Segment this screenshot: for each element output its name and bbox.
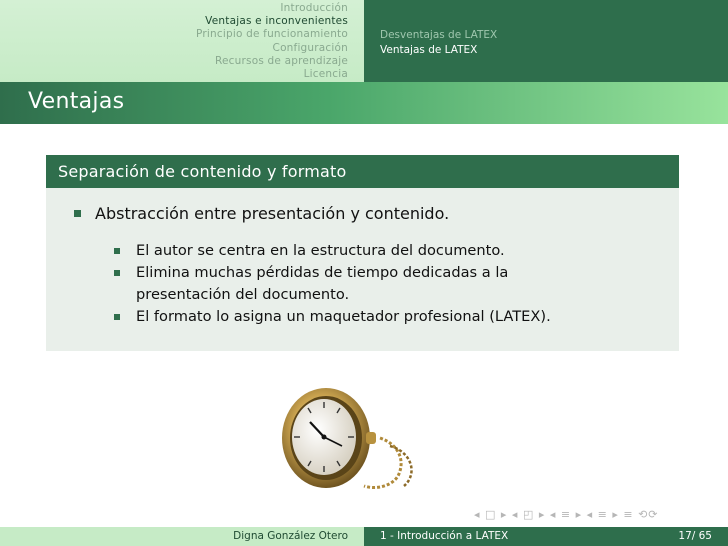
footer-author-panel [0,527,364,546]
nav-section-ventajas[interactable]: Ventajas e inconvenientes [205,15,348,28]
square-bullet-icon [114,248,120,254]
nav-section-recursos[interactable]: Recursos de aprendizaje [215,54,348,67]
beamer-navigation-controls[interactable]: ◂ □ ▸ ◂ ◰ ▸ ◂ ≡ ▸ ◂ ≡ ▸ ≡ ⟲⟳ [474,508,659,521]
sub-bullet-text: Elimina muchas pérdidas de tiempo dedicadas a la presentación del documento. [136,264,509,303]
content-block [46,155,679,351]
main-bullet-text: Abstracción entre presentación y contenido. [95,204,450,223]
nav-section-introduccion[interactable]: Introducción [280,2,348,14]
nav-section-configuracion[interactable]: Configuración [272,41,348,54]
block-title: Separación de contenido y formato [46,155,679,188]
footer-title: 1 - Introducción a LATEX [380,530,509,542]
square-bullet-icon [74,210,81,217]
nav-subsection-ventajas[interactable]: Ventajas de LATEX [380,44,478,56]
nav-sections-panel [0,0,364,82]
main-bullet-item [74,204,449,223]
nav-subsections-panel [364,0,728,82]
block-body [46,188,679,351]
sub-bullet-item [114,306,656,328]
sub-bullet-item [114,262,606,306]
footer-author: Digna González Otero [233,530,348,542]
nav-subsection-desventajas[interactable]: Desventajas de LATEX [380,29,498,41]
frame-title-bar [0,82,728,124]
sub-bullet-item [114,240,606,262]
frame-title: Ventajas [28,89,125,114]
page-number: 17/ 65 [678,530,712,542]
sub-bullet-list [114,240,656,328]
nav-section-licencia[interactable]: Licencia [303,68,348,81]
sub-bullet-text: El formato lo asigna un maquetador profesional (LATEX). [136,308,551,325]
square-bullet-icon [114,270,120,276]
subsection-list [380,28,497,58]
nav-section-principio[interactable]: Principio de funcionamiento [196,28,348,41]
square-bullet-icon [114,314,120,320]
pocket-watch-image [280,386,420,494]
sub-bullet-text: El autor se centra en la estructura del documento. [136,242,505,259]
section-list [196,2,348,81]
footer-title-panel [364,527,728,546]
